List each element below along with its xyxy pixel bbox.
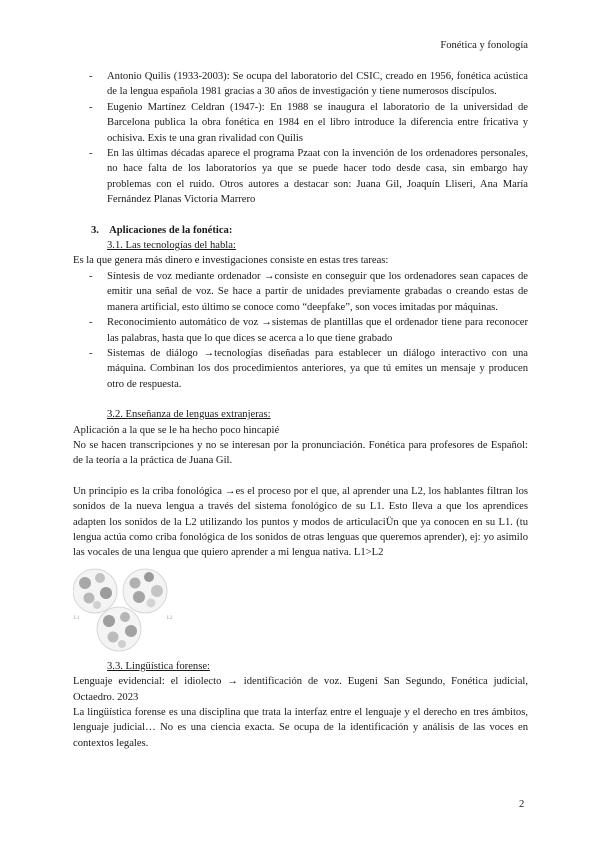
- speech-tech-list: [73, 269, 528, 392]
- subsection-3-1-title: 3.1. Las tecnologías del habla:: [107, 240, 236, 252]
- subsection-3-1-intro: Es la que genera más dinero e investigaciones consiste en estas tres tareas:: [73, 255, 389, 267]
- page-content: [73, 69, 528, 751]
- bullet-speech-recognition: - Reconocimiento automático de voz →sistemas de plantillas que el ordenador tiene para reconocer las palabras, hasta que lo que dices se acerca a lo que tiene grabado: [73, 315, 528, 346]
- subsection-3-3-title: 3.3. Lingüística forense:: [107, 660, 210, 672]
- subsection-3-2-p1: Aplicación a la que se le ha hecho poco hincapié: [73, 424, 280, 436]
- subsection-3-2-title: 3.2. Enseñanza de lenguas extranjeras:: [107, 409, 271, 421]
- sieve-diagram: [73, 563, 193, 655]
- subsection-3-2-p3: Un principio es la criba fonológica →es el proceso por el que, al aprender una L2, los hablantes filtran los sonidos de la nueva lengua a través del sistema fonológico de su L1. Esto lleva a que los aprendices adapten los sonidos de la L2 utilizando los puntos y modos de articulaciÜn que ya conocen en su L1. (tu lengua actúa como criba fonológica de los sonidos de otras lenguas que queremos aprender), ej: yo asimilo las vocales de una lengua que quiero aprender a mi lengua nativa. L1>L2: [73, 485, 528, 559]
- section-3-title: Aplicaciones de la fonética:: [109, 224, 233, 236]
- label-l2: L2: [167, 615, 173, 621]
- subsection-3-3-p1: Lenguaje evidencial: el idiolecto → identificación de voz. Eugeni San Segundo, Fonética judicial, Octaedro. 2023: [73, 676, 528, 703]
- intro-bullet-list: [73, 69, 528, 208]
- bullet-martinez-celdran: - Eugenio Martínez Celdran (1947-): En 1988 se inaugura el laboratorio de la universidad de Barcelona publica la obra fonética en 1984 en el libro introduce la diferencia entre fricativa y ochisiva. Exis te una gran rivalidad con Quilis: [73, 100, 528, 146]
- bullet-last-decades: - En las últimas décadas aparece el programa Pzaat con la invención de los ordenadores personales, no hace falta de los laboratorios ya que se puede hacer todo desde casa, sin embargo hay problemas con el ruido. Otros autores a destacar son: Juana Gil, Joaquín Lliseri, Ana María Fernández Planas Victoria Marrero: [73, 146, 528, 208]
- page-number: 2: [519, 799, 525, 810]
- subsection-3-2-p2: No se hacen transcripciones y no se interesan por la pronunciación. Fonética para profesores de Español: de la teoría a la práctica de Juana Gil.: [73, 439, 528, 467]
- label-l1: L1: [74, 615, 80, 621]
- bullet-quilis: - Antonio Quilis (1933-2003): Se ocupa del laboratorio del CSIC, creado en 1956, fonética acústica de la lengua española 1981 gracias a 30 años de investigación y tiene numerosos discípulos.: [73, 69, 528, 100]
- phonological-sieve-figure: [73, 563, 193, 655]
- page-header-title: Fonética y fonología: [440, 40, 528, 51]
- section-3-heading: [73, 223, 528, 238]
- bullet-speech-synthesis: - Síntesis de voz mediante ordenador →consiste en conseguir que los ordenadores sean capaces de emitir una señal de voz. Se hace a partir de unidades previamente grabadas o creando estas de manera artificial, esto último se conoce como “deepfake”, son voces imitadas por máquinas.: [73, 269, 528, 315]
- bullet-dialogue-systems: - Sistemas de diálogo →tecnologías diseñadas para establecer un diálogo interactivo con una máquina. Combinan los dos procedimientos anteriores, ya que tú emites un mensaje y producen otro de respuesta.: [73, 346, 528, 392]
- section-3-number: 3.: [91, 224, 99, 236]
- subsection-3-3-p2: La lingüística forense es una disciplina que trata la interfaz entre el lenguaje y el derecho en tres ámbitos, lenguaje judicial… No es una ciencia exacta. Se ocupa de la identificación y análisis de las voces en contextos legales.: [73, 707, 528, 749]
